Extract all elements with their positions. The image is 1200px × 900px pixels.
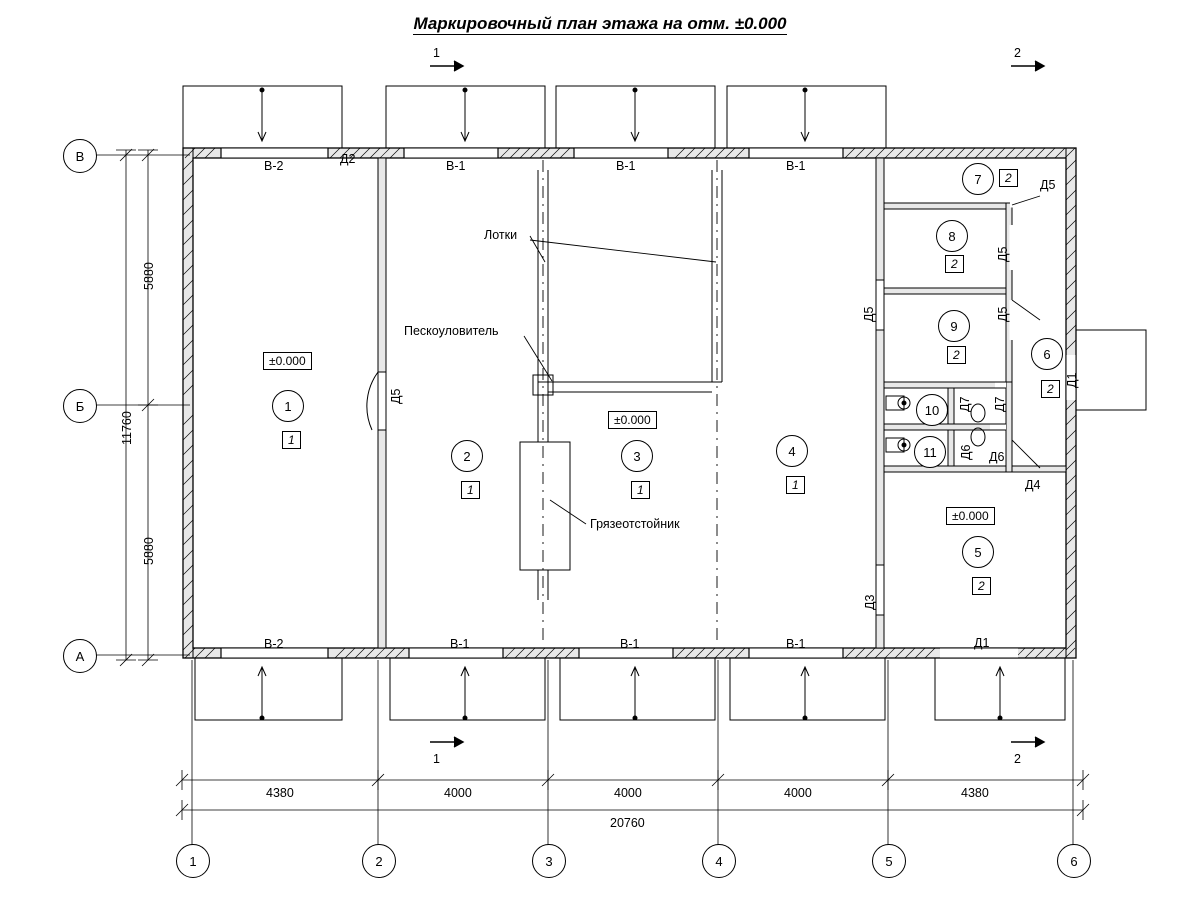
room-finish-label: 1 [467,483,474,497]
window-label: В-1 [450,637,470,651]
room-finish-label: 2 [951,257,958,271]
door-label: Д7 [958,396,972,412]
axis-label: В [75,148,85,164]
door-label: Д2 [340,152,356,166]
room-finish-tag [947,346,966,364]
room-number-label: 7 [974,171,982,187]
axis-bubble-col [872,844,906,878]
window-label: В-2 [264,637,284,651]
room-number-label: 6 [1043,346,1051,362]
room-number-label: 2 [463,448,471,464]
window-label: В-1 [786,159,806,173]
room-number [1031,338,1063,370]
section-mark-label: 2 [1014,46,1021,60]
room-finish-tag [631,481,650,499]
room-number [938,310,970,342]
axis-label: Б [75,398,85,414]
window-label: В-1 [446,159,466,173]
window-label: В-2 [264,159,284,173]
room-number-label: 3 [633,448,641,464]
room-number-label: 9 [950,318,958,334]
axis-label: А [75,648,85,664]
room-finish-label: 2 [978,579,985,593]
room-finish-label: 1 [288,433,295,447]
axis-bubble-col [702,844,736,878]
dimension-vertical: 11760 [120,411,134,445]
room-finish-tag [945,255,964,273]
axis-bubble-row [63,639,97,673]
door-label: Д7 [993,396,1007,412]
door-label: Д1 [1065,372,1079,388]
door-label: Д5 [996,246,1010,262]
room-number-label: 11 [923,444,937,460]
page-title: Маркировочный план этажа на отм. ±0.000 [413,14,787,33]
dimension-horizontal: 4380 [961,786,989,800]
axis-bubble-col [1057,844,1091,878]
callout-sand-trap: Пескоуловитель [404,324,499,338]
axis-bubble-col [176,844,210,878]
axis-label: 2 [375,853,383,869]
axis-label: 3 [545,853,553,869]
window-label: В-1 [616,159,636,173]
section-mark-label: 1 [433,46,440,60]
room-number [914,436,946,468]
dimension-vertical: 5880 [142,537,156,565]
dimension-horizontal: 4000 [614,786,642,800]
room-finish-tag [282,431,301,449]
room-finish-label: 2 [1047,382,1054,396]
room-finish-tag [972,577,991,595]
dimension-vertical: 5880 [142,262,156,290]
room-number [962,163,994,195]
elevation-mark: ±0.000 [263,352,312,370]
axis-label: 1 [189,853,197,869]
axis-bubble-col [532,844,566,878]
dimension-horizontal: 4380 [266,786,294,800]
room-finish-label: 2 [953,348,960,362]
window-label: В-1 [620,637,640,651]
door-label: Д4 [1025,478,1041,492]
room-finish-label: 1 [637,483,644,497]
room-number-label: 1 [284,398,292,414]
room-number [272,390,304,422]
room-finish-tag [1041,380,1060,398]
room-number-label: 8 [948,228,956,244]
axis-label: 5 [885,853,893,869]
room-number-label: 5 [974,544,982,560]
room-finish-tag [999,169,1018,187]
room-number-label: 10 [924,402,940,418]
door-label: Д5 [996,306,1010,322]
axis-bubble-col [362,844,396,878]
door-label: Д5 [1040,178,1056,192]
axis-bubble-row [63,139,97,173]
callout-mud-settler: Грязеотстойник [590,517,680,531]
door-label: Д6 [959,444,973,460]
room-finish-tag [786,476,805,494]
door-label: Д3 [863,594,877,610]
room-finish-label: 1 [792,478,799,492]
room-finish-tag [461,481,480,499]
dimension-total: 20760 [610,816,645,830]
axis-label: 4 [715,853,723,869]
room-finish-label: 2 [1005,171,1012,185]
elevation-mark: ±0.000 [946,507,995,525]
door-label: Д1 [974,636,990,650]
room-number-label: 4 [788,443,796,459]
door-label: Д5 [389,388,403,404]
room-number [962,536,994,568]
window-label: В-1 [786,637,806,651]
dimension-horizontal: 4000 [444,786,472,800]
section-mark-label: 1 [433,752,440,766]
dimension-horizontal: 4000 [784,786,812,800]
room-number [776,435,808,467]
room-number [451,440,483,472]
door-label: Д6 [989,450,1005,464]
section-mark-label: 2 [1014,752,1021,766]
room-number [916,394,948,426]
room-number [621,440,653,472]
elevation-mark: ±0.000 [608,411,657,429]
room-number [936,220,968,252]
door-label: Д5 [862,306,876,322]
axis-bubble-row [63,389,97,423]
axis-label: 6 [1070,853,1078,869]
callout-trays: Лотки [484,228,518,242]
